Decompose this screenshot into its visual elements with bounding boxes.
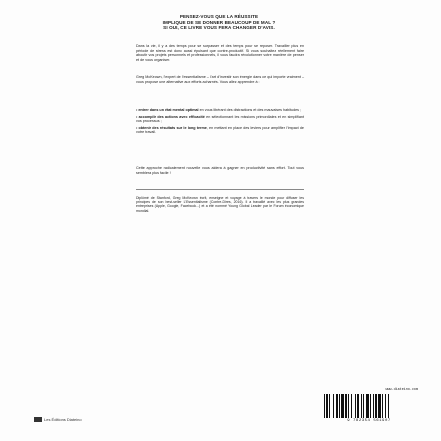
barcode-top-text: www.diateino.com <box>385 388 418 392</box>
benefit-item: • entrer dans un état mental optimal en vous libérant des distractions et des mauvaises habitudes ; <box>136 108 302 112</box>
author-bio: Diplômé de Stanford, Greg McKeown écrit, enseigne et voyage à travers le monde pour diffuser les principes de son best-seller L’Essentialisme (Contre-Dires, 2016). Il a travaillé avec les plus grandes entreprises (Apple, Google, Facebook...) et a été nommé Young Global Leader par le Forum économique mondial. <box>136 196 304 213</box>
publisher-name: Les Éditions Diateino <box>44 417 82 422</box>
headline-line-1: PENSEZ-VOUS QUE LA RÉUSSITE <box>179 14 259 19</box>
headline-line-3: SI OUI, CE LIVRE VOUS FERA CHANGER D’AVIS. <box>163 25 275 31</box>
author-paragraph: Greg McKeown, l’expert de l’essentialisme – l’art d’investir son énergie dans ce qui importe vraiment – vous propose une alternative aux efforts acharnés. Vous allez apprendre à : <box>136 75 304 84</box>
publisher-logo <box>34 417 82 422</box>
headline-line-2: IMPLIQUE DE SE DONNER BEAUCOUP DE MAL ? <box>162 19 276 25</box>
benefit-text: en sélectionnant les missions primordiales et en simplifiant vos processus ; <box>136 114 304 123</box>
barcode-number: 9 782354 561907 <box>347 419 391 423</box>
benefit-bold: entrer dans un état mental optimal <box>138 108 199 112</box>
benefit-text: , en mettant en place des leviers pour amplifier l’impact de votre travail. <box>136 125 304 134</box>
benefit-item: • obtenir des résultats sur le long terme, en mettant en place des leviers pour amplifier l’impact de votre travail. <box>136 125 304 134</box>
benefit-list <box>136 108 304 137</box>
benefit-bold: obtenir des résultats sur le long terme <box>138 125 207 130</box>
barcode <box>320 388 418 428</box>
closing-paragraph: Cette approche radicalement nouvelle vous aidera à gagner en productivité sans effort. Tout vous semblera plus facile ! <box>136 166 304 175</box>
headline <box>144 14 294 31</box>
intro-paragraph: Dans la vie, il y a des temps pour se surpasser et des temps pour se reposer. Travailler plus en période de stress est donc aussi épuisant que contre-productif. Si vous souhaitez réellement faire aboutir vos projets personnels et professionnels, il vous faudra révolutionner votre manière de penser et de vous organiser. <box>136 44 304 62</box>
publisher-mark-icon <box>34 417 42 422</box>
benefit-text: en vous libérant des distractions et des mauvaises habitudes ; <box>198 108 302 112</box>
benefit-item: • accomplir des actions avec efficacité en sélectionnant les missions primordiales et en simplifiant vos processus ; <box>136 114 304 123</box>
divider <box>136 189 304 190</box>
benefit-bold: accomplir des actions avec efficacité <box>138 114 205 119</box>
barcode-bars-icon <box>324 394 414 418</box>
